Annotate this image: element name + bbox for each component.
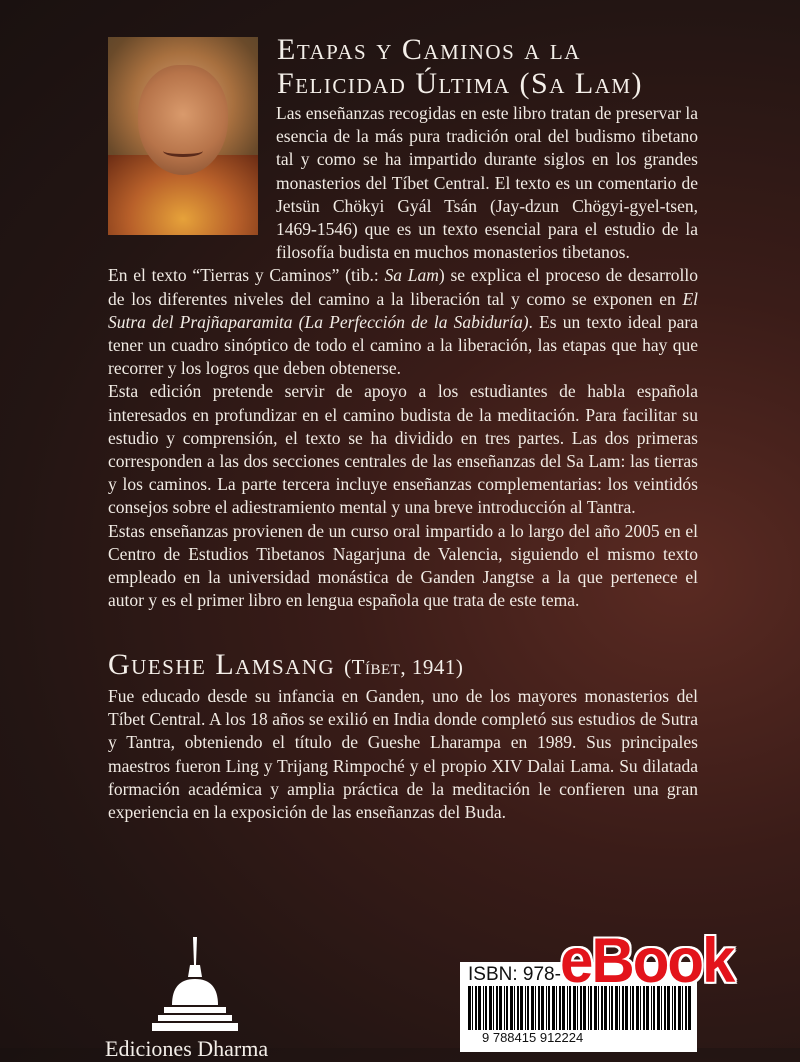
- isbn-label: ISBN: 978-: [468, 964, 561, 985]
- ebook-badge: eBook: [560, 925, 734, 996]
- barcode-bar: [525, 986, 526, 1030]
- barcode-bar: [468, 986, 471, 1030]
- publisher-name: Ediciones Dharma: [105, 1036, 269, 1061]
- barcode-bar: [496, 986, 498, 1030]
- portrait-spacer: [108, 102, 276, 253]
- text-run: Esta edición pretende servir de apoyo a los estudiantes de habla española interesados en profundizar en el camino budista de la meditación. Para facilitar su estudio y comprensión, el texto se ha dividido en tres partes. Las dos primeras corresponden a las dos secciones centrales de las enseñanzas del Sa Lam: las tierras y los caminos. La parte tercera incluye enseñanzas complementarias: los veintidós consejos sobre el adiestramiento mental y una breve introducción al Tantra.: [108, 381, 698, 518]
- author-name: Gueshe Lamsang: [108, 648, 336, 681]
- book-description: [108, 102, 698, 612]
- intro-paragraph: [108, 380, 698, 519]
- barcode-bar: [517, 986, 519, 1030]
- intro-paragraph: [108, 264, 698, 380]
- author-origin: (Tíbet, 1941): [344, 655, 464, 679]
- author-bio: Fue educado desde su infancia en Ganden, uno de los mayores monasterios del Tíbet Central. A los 18 años se exilió en India donde completó sus estudios de Sutra y Tantra, obteniendo el título de Gueshe Lharampa en 1989. Sus principales maestros fueron Ling y Trijang Rimpoché y el propio XIV Dalai Lama. Su dilatada formación académica y amplia práctica de la meditación le confieren una gran experiencia en la exposición de las enseñanzas del Buda.: [108, 686, 698, 823]
- barcode-bar: [548, 986, 550, 1030]
- barcode-bar: [538, 986, 540, 1030]
- intro-paragraph: [108, 520, 698, 613]
- barcode-digits: 9 788415 912224: [482, 1030, 584, 1045]
- text-run: Las enseñanzas recogidas en este libro tratan de preservar la esencia de la más pura tradición oral del budismo tibetano tal y como se ha impartido durante siglos en los grandes monasterios del Tíbet Central. El texto es un comentario de Jetsün Chökyi Gyál Tsán (Jay-dzun Chögyi-gyel-tsen, 1469-1546) que es un texto esencial para el estudio de la filosofía budista en muchos monasterios tibetanos.: [276, 103, 698, 263]
- barcode-bar: [510, 986, 513, 1030]
- barcode-bar: [541, 986, 544, 1030]
- barcode-bar: [506, 986, 508, 1030]
- stupa-logo: [150, 935, 240, 1035]
- text-run: Estas enseñanzas provienen de un curso oral impartido a lo largo del año 2005 en el Centro de Estudios Tibetanos Nagarjuna de Valencia, siguiendo el mismo texto empleado en la universidad monástica de Ganden Jangtse a la que pertenece el autor y es el primer libro en lengua española que trata de este tema.: [108, 520, 698, 611]
- barcode-bar: [504, 986, 505, 1030]
- italic-run: El Sutra del Prajñaparamita (La Perfección de la Sabiduría): [108, 288, 698, 332]
- barcode-bar: [475, 986, 477, 1030]
- barcode-bar: [552, 986, 555, 1030]
- barcode-bar: [483, 986, 484, 1030]
- barcode-bar: [535, 986, 536, 1030]
- barcode-bar: [472, 986, 473, 1030]
- barcode-bar: [546, 986, 547, 1030]
- title-line-1: Etapas y Caminos a la: [277, 33, 581, 66]
- author-heading: [108, 648, 463, 682]
- barcode-bar: [531, 986, 534, 1030]
- text-run: En el texto “Tierras y Caminos” (tib.:: [108, 265, 385, 286]
- barcode-bar: [493, 986, 494, 1030]
- italic-run: Sa Lam: [384, 265, 439, 286]
- barcode-bar: [556, 986, 557, 1030]
- text-run: . Es un texto ideal para tener un cuadro sinóptico de todo el camino a la liberación, las etapas que hay que recorrer y los logros que deben obtenerse.: [108, 311, 698, 379]
- barcode-bar: [478, 986, 481, 1030]
- barcode-bar: [520, 986, 523, 1030]
- title-line-2: Felicidad Última (Sa Lam): [277, 67, 644, 100]
- text-run: ) se explica el proceso de desarrollo de los diferentes niveles del camino a la liberación tal y como se exponen en: [108, 265, 698, 309]
- barcode-bar: [499, 986, 502, 1030]
- barcode-bar: [485, 986, 487, 1030]
- barcode-bar: [489, 986, 492, 1030]
- book-title: [277, 33, 643, 101]
- barcode-bar: [514, 986, 515, 1030]
- barcode-bar: [527, 986, 529, 1030]
